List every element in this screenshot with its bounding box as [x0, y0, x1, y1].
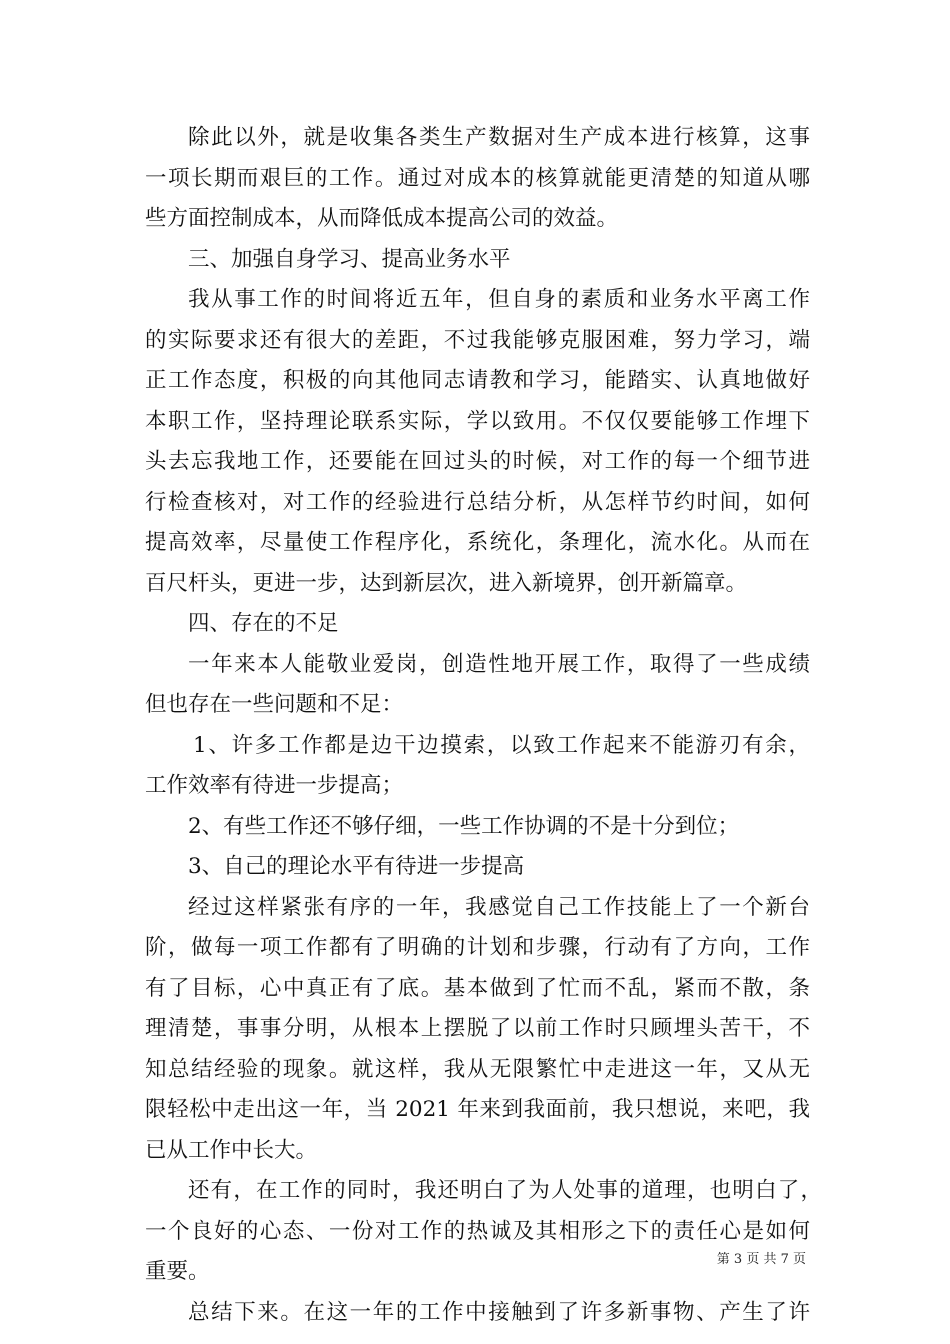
paragraph-line: 本职工作，坚持理论联系实际，学以致用。不仅仅要能够工作埋下 [145, 408, 810, 434]
paragraph-line: 理清楚，事事分明，从根本上摆脱了以前工作时只顾埋头苦干，不 [145, 1016, 810, 1041]
paragraph-line: 限轻松中走出这一年，当 2021 年来到我面前，我只想说，来吧，我 [145, 1097, 810, 1122]
section-heading: 四、存在的不足 [188, 611, 339, 636]
paragraph-line: 一项长期而艰巨的工作。通过对成本的核算就能更清楚的知道从哪 [145, 165, 810, 191]
list-item-line: 工作效率有待进一步提高； [145, 773, 404, 798]
paragraph-line: 阶，做每一项工作都有了明确的计划和步骤，行动有了方向，工作 [145, 935, 810, 960]
list-item-line: 1、许多工作都是边干边摸索，以致工作起来不能游刃有余， [193, 732, 810, 758]
paragraph-line: 些方面控制成本，从而降低成本提高公司的效益。 [145, 206, 619, 231]
paragraph-line: 知总结经验的现象。就这样，我从无限繁忙中走进这一年，又从无 [145, 1056, 810, 1082]
document-body [145, 118, 822, 1333]
page-number: 第 3 页 共 7 页 [716, 1252, 806, 1267]
paragraph-line: 一个良好的心态、一份对工作的热诚及其相形之下的责任心是如何 [145, 1218, 810, 1244]
paragraph-line: 已从工作中长大。 [145, 1137, 318, 1163]
paragraph-line: 除此以外，就是收集各类生产数据对生产成本进行核算，这事 [188, 125, 810, 150]
paragraph-line: 提高效率，尽量使工作程序化，系统化，条理化，流水化。从而在 [145, 530, 810, 555]
paragraph-line: 百尺杆头，更进一步，达到新层次，进入新境界，创开新篇章。 [145, 570, 748, 596]
paragraph-line: 总结下来。在这一年的工作中接触到了许多新事物、产生了许 [188, 1299, 810, 1325]
list-item-line: 2、有些工作还不够仔细，一些工作协调的不是十分到位； [188, 813, 740, 839]
paragraph-line: 头去忘我地工作，还要能在回过头的时候，对工作的每一个细节进 [145, 449, 810, 474]
paragraph-line: 我从事工作的时间将近五年，但自身的素质和业务水平离工作 [188, 287, 810, 312]
list-item-line: 3、自己的理论水平有待进一步提高 [188, 854, 525, 879]
paragraph-line: 但也存在一些问题和不足： [145, 692, 404, 717]
paragraph-line: 还有，在工作的同时，我还明白了为人处事的道理，也明白了， [188, 1178, 822, 1203]
paragraph-line: 经过这样紧张有序的一年，我感觉自己工作技能上了一个新台 [188, 894, 810, 920]
paragraph-line: 一年来本人能敬业爱岗，创造性地开展工作，取得了一些成绩 [188, 651, 810, 677]
paragraph-line: 有了目标，心中真正有了底。基本做到了忙而不乱，紧而不散，条 [145, 975, 810, 1001]
paragraph-line: 正工作态度，积极的向其他同志请教和学习，能踏实、认真地做好 [145, 368, 810, 393]
section-heading: 三、加强自身学习、提高业务水平 [188, 246, 511, 272]
paragraph-line: 的实际要求还有很大的差距，不过我能够克服困难，努力学习，端 [145, 327, 810, 353]
paragraph-line: 重要。 [145, 1259, 210, 1284]
paragraph-line: 行检查核对，对工作的经验进行总结分析，从怎样节约时间，如何 [145, 489, 810, 515]
